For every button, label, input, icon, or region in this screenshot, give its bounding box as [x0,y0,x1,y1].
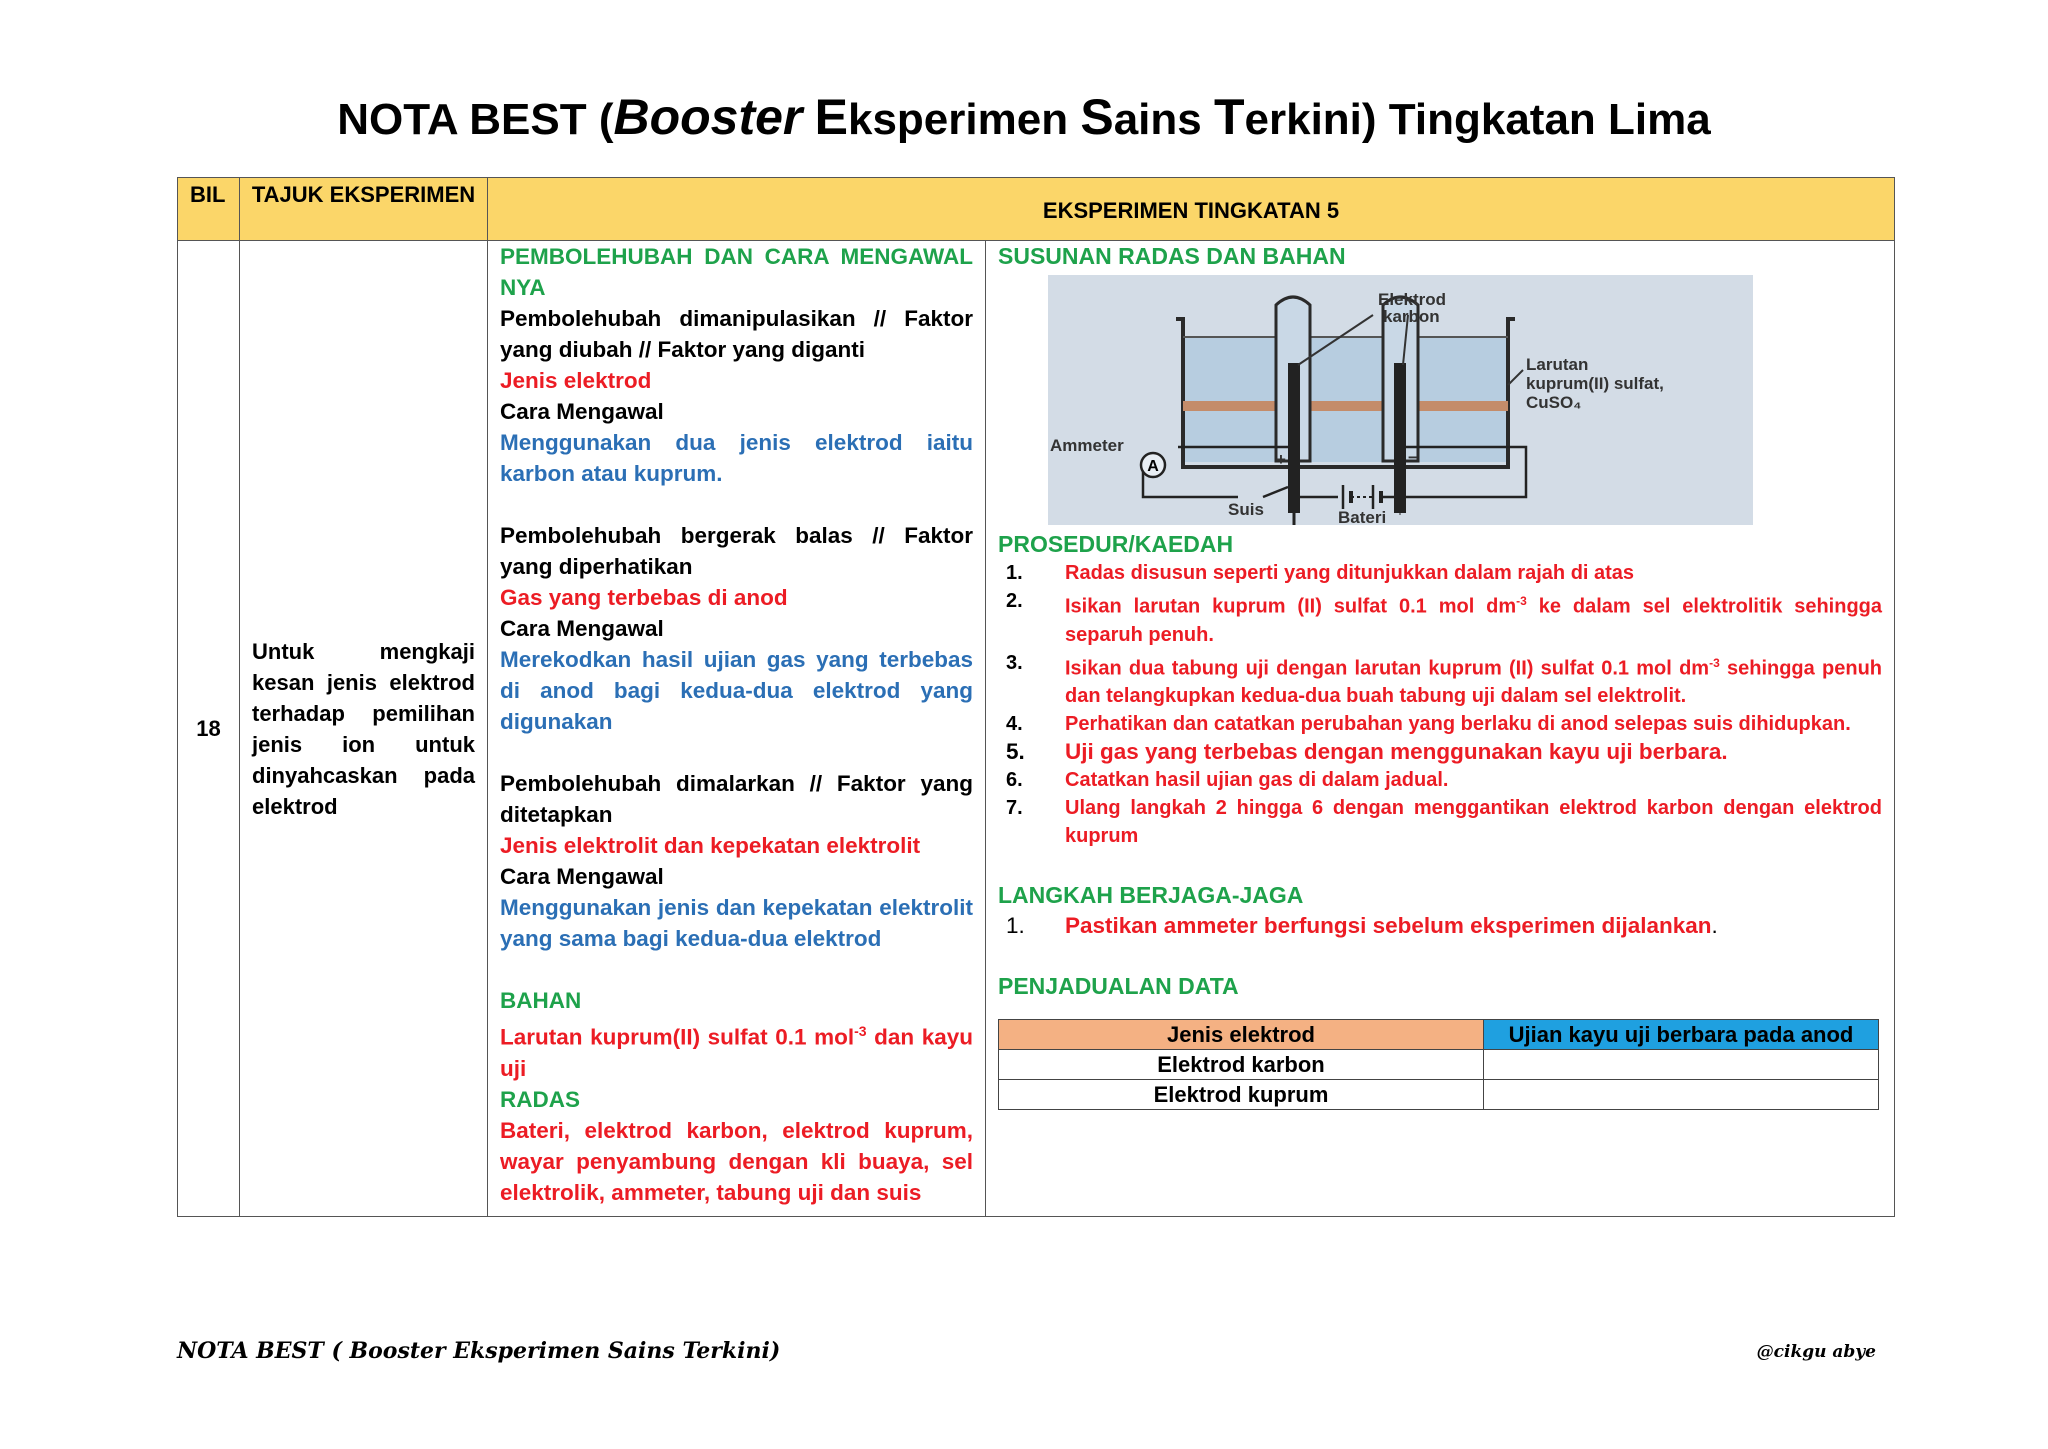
procedure-column [986,241,1895,1217]
procedure-step: 5. Uji gas yang terbebas dengan menggunakan kayu uji berbara. [1006,739,1728,765]
svg-text:Larutan: Larutan [1526,355,1589,374]
table-row [999,1050,1879,1080]
svg-text:Ammeter: Ammeter [1050,436,1124,455]
malar-label: Pembolehubah dimalarkan // Faktor yang ditetapkan [500,771,973,827]
cara-mengawal-value: Menggunakan dua jenis elektrod iaitu karbon atau kuprum. [500,430,973,486]
procedure-step: 2. Isikan larutan kuprum (II) sulfat 0.1 mol $dm^{-3}$ ke dalam sel elektrolitik sehingga separuh penuh. [1006,590,1883,646]
cara-mengawal-label: Cara Mengawal [500,399,664,424]
svg-text:karbon: karbon [1383,307,1440,326]
row-bil: 18 [178,241,240,1217]
variables-column [488,241,986,1217]
cara-mengawal-label: Cara Mengawal [500,616,664,641]
svg-text:Bateri: Bateri [1338,508,1387,525]
page-title: NOTA BEST (Booster Eksperimen Sains Terkini) Tingkatan Lima [337,89,1711,145]
cara-mengawal-value: Menggunakan jenis dan kepekatan elektrolit yang sama bagi kedua-dua elektrod [500,895,973,951]
berjaga-title: LANGKAH BERJAGA-JAGA [998,882,1304,909]
bahan-title: BAHAN [500,988,582,1013]
table-cell [1484,1080,1879,1110]
bahan-value: Larutan kuprum(II) sulfat 0.1 mol$^{-3}$ dan kayu uji [500,1023,974,1081]
balas-value: Gas yang terbebas di anod [500,585,788,610]
malar-value: Jenis elektrolit dan kepekatan elektrolit [500,833,921,858]
procedure-step: 7. Ulang langkah 2 hingga 6 dengan menggantikan elektrod karbon dengan elektrod kuprum [1006,797,1882,848]
header-tajuk: TAJUK EKSPERIMEN [240,178,488,241]
data-header-jenis: Jenis elektrod [999,1020,1484,1050]
cara-mengawal-label: Cara Mengawal [500,864,664,889]
experiment-table [177,177,1895,1217]
radas-value: Bateri, elektrod karbon, elektrod kuprum, wayar penyambung dengan kli buaya, sel elektrolik, ammeter, tabung uji dan suis [500,1117,973,1205]
table-cell: Elektrod kuprum [999,1080,1484,1110]
manipulasi-label: Pembolehubah dimanipulasikan // Faktor yang diubah // Faktor yang diganti [500,306,973,362]
svg-text:+: + [1276,450,1286,469]
row-tajuk: Untuk mengkaji kesan jenis elektrod terhadap pemilihan jenis ion untuk dinyahcaskan pada elektrod [240,241,488,1217]
penjadualan-title: PENJADUALAN DATA [998,973,1239,1000]
svg-text:A: A [1147,458,1159,475]
svg-text:Suis: Suis [1228,500,1264,519]
procedure-step: 6. Catatkan hasil ujian gas di dalam jadual. [1006,769,1449,792]
susunan-title: SUSUNAN RADAS DAN BAHAN [998,243,1346,269]
footer-author: @cikgu abye [1756,1342,1876,1362]
header-bil: BIL [178,178,240,241]
data-header-ujian: Ujian kayu uji berbara pada anod [1484,1020,1879,1050]
svg-text:CuSO₄: CuSO₄ [1526,393,1582,412]
table-row [999,1080,1879,1110]
precaution-step: 1. Pastikan ammeter berfungsi sebelum eksperimen dijalankan. [1006,913,1718,939]
apparatus-diagram [1048,275,1753,525]
svg-text:kuprum(II) sulfat,: kuprum(II) sulfat, [1526,374,1664,393]
data-table [998,1019,1879,1110]
manipulasi-value: Jenis elektrod [500,368,652,393]
table-cell [1484,1050,1879,1080]
precaution-list [998,910,1882,941]
procedure-step: 4. Perhatikan dan catatkan perubahan yang berlaku di anod selepas suis dihidupkan. [1006,713,1851,736]
procedure-step: 1. Radas disusun seperti yang ditunjukkan dalam rajah di atas [1006,562,1635,584]
table-cell: Elektrod karbon [999,1050,1484,1080]
header-eksperimen: EKSPERIMEN TINGKATAN 5 [488,178,1895,241]
cara-mengawal-value: Merekodkan hasil ujian gas yang terbebas di anod bagi kedua-dua elektrod yang digunakan [500,647,973,734]
radas-title: RADAS [500,1086,581,1112]
svg-text:−: − [1408,448,1418,467]
prosedur-title: PROSEDUR/KAEDAH [998,531,1234,557]
balas-label: Pembolehubah bergerak balas // Faktor yang diperhatikan [500,523,973,579]
procedure-list [998,559,1882,850]
pemboleh-title: PEMBOLEHUBAH DAN CARA MENGAWAL NYA [500,244,973,300]
footer-title: NOTA BEST ( Booster Eksperimen Sains Terkini) [177,1338,781,1364]
procedure-step: 3. Isikan dua tabung uji dengan larutan kuprum (II) sulfat 0.1 mol $dm^{-3}$ sehingga penuh dan telangkupkan kedua-dua buah tabung uji dalam sel elektrolit. [1006,651,1882,708]
svg-text:Elektrod: Elektrod [1378,290,1447,309]
